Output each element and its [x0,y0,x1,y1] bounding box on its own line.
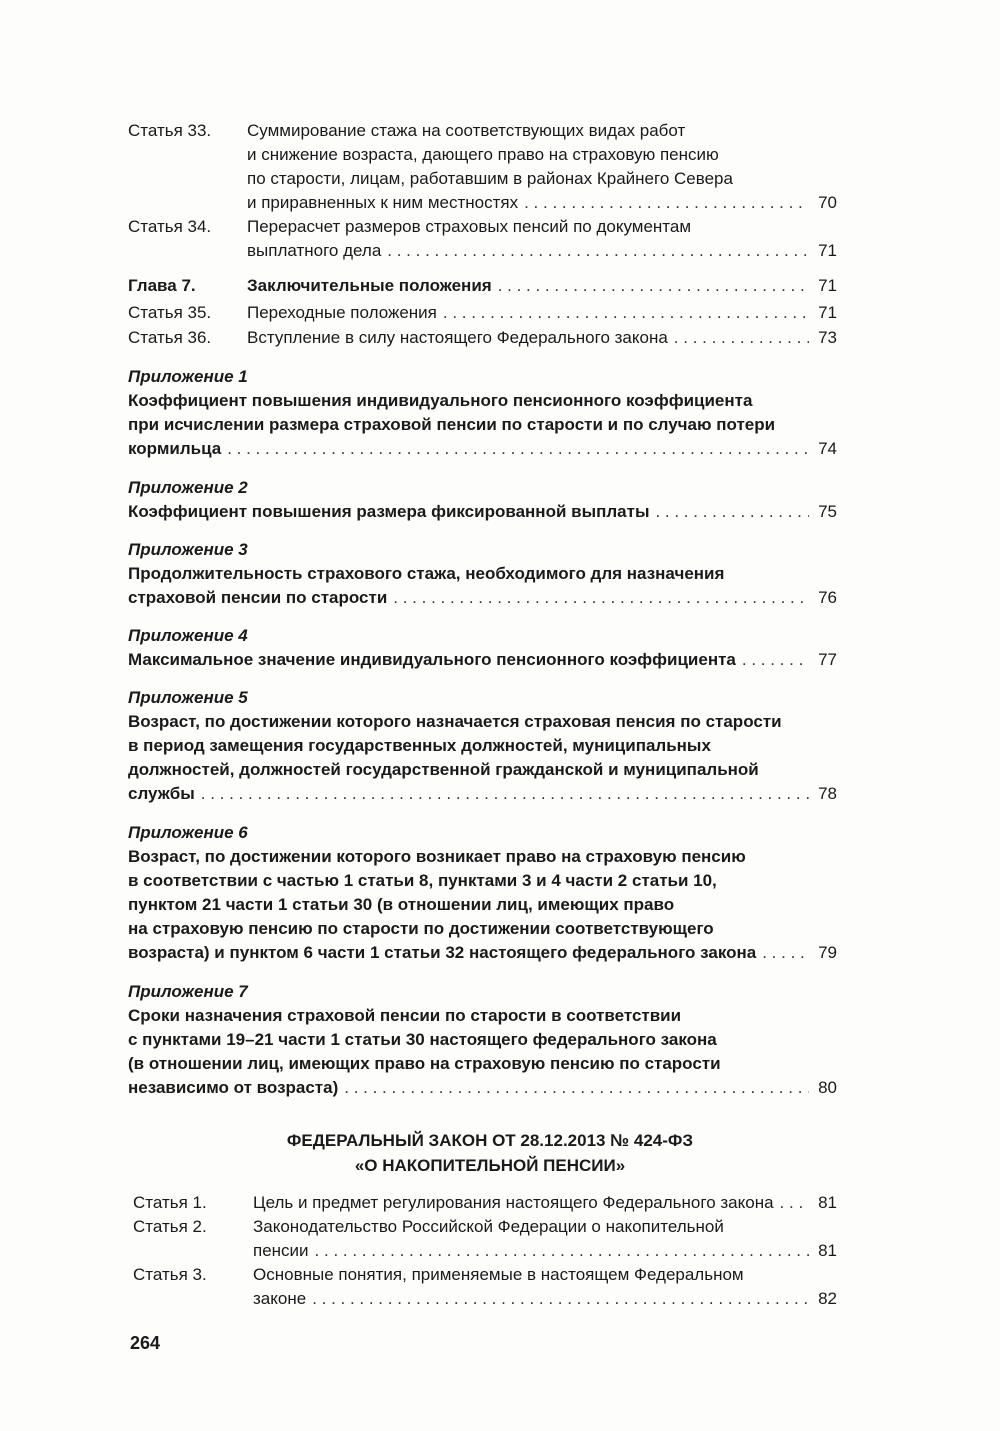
toc-entry-law2-art2[interactable] [253,1240,837,1262]
toc-entry-art34[interactable] [247,240,837,262]
toc-entry-appendix-4[interactable] [128,649,837,671]
toc-text-line: Суммирование стажа на соответствующих видах работ [247,121,686,140]
appendix-text-line: в период замещения государственных должностей, муниципальных [128,736,711,755]
toc-entry-appendix-5[interactable] [128,783,837,805]
toc-text-line: пенсии [253,1241,309,1260]
toc-text-line: и снижение возраста, дающего право на страховую пенсию [247,145,719,164]
toc-text-line: Перерасчет размеров страховых пенсий по документам [247,217,692,236]
appendix-text-line: Продолжительность страхового стажа, необходимого для назначения [128,564,725,583]
page-ref: 74 [818,439,837,458]
appendix-title: Приложение 6 [128,823,248,842]
appendix-title: Приложение 1 [128,367,248,386]
dot-leader [780,1192,809,1214]
toc-text-line: Основные понятия, применяемые в настоящем Федеральном [253,1265,744,1284]
appendix-title: Приложение 4 [128,626,248,645]
toc-entry-ch7[interactable] [247,275,837,297]
dot-leader [443,302,809,324]
page-ref: 75 [818,502,837,521]
toc-label-art33: Статья 33. [128,121,212,140]
page-ref: 71 [818,303,837,322]
appendix-title: Приложение 5 [128,688,248,707]
appendix-title: Приложение 2 [128,478,248,497]
toc-text-line: Цель и предмет регулирования настоящего Федерального закона [253,1193,774,1212]
dot-leader [655,501,809,523]
appendix-text-line: Максимальное значение индивидуального пенсионного коэффициента [128,650,736,669]
appendix-text-line: службы [128,784,195,803]
appendix-text-line: Возраст, по достижении которого назначается страховая пенсия по старости [128,712,782,731]
toc-text-line: Переходные положения [247,303,437,322]
appendix-text-line: независимо от возраста) [128,1078,339,1097]
dot-leader [201,783,809,805]
law-heading-title: ФЕДЕРАЛЬНЫЙ ЗАКОН ОТ 28.12.2013 № 424-ФЗ [286,1131,694,1150]
appendix-text-line: с пунктами 19–21 части 1 статьи 30 настоящего федерального закона [128,1030,717,1049]
dot-leader [498,275,809,297]
toc-entry-appendix-3[interactable] [128,587,837,609]
toc-text-line: законе [253,1289,307,1308]
toc-entry-art35[interactable] [247,302,837,324]
page-ref: 73 [818,328,837,347]
page-ref: 76 [818,588,837,607]
toc-text-line: выплатного дела [247,241,382,260]
appendix-text-line: должностей, должностей государственной гражданской и муниципальной [128,760,759,779]
appendix-text-line: возраста) и пунктом 6 части 1 статьи 32 настоящего федерального закона [128,943,757,962]
dot-leader [524,192,809,214]
appendix-title: Приложение 7 [128,982,248,1001]
page-ref: 81 [818,1241,837,1260]
law-heading-subtitle: «О НАКОПИТЕЛЬНОЙ ПЕНСИИ» [354,1156,626,1175]
toc-entry-appendix-1[interactable] [128,438,837,460]
page-ref: 81 [818,1193,837,1212]
dot-leader [312,1288,809,1310]
appendix-text-line: страховой пенсии по старости [128,588,388,607]
toc-entry-appendix-6[interactable] [128,942,837,964]
toc-entry-appendix-2[interactable] [128,501,837,523]
page-ref: 80 [818,1078,837,1097]
toc-text-line: и приравненных к ним местностях [247,193,519,212]
toc-label-art34: Статья 34. [128,217,212,236]
toc-label-law2-art3: Статья 3. [133,1265,207,1284]
page-ref: 79 [818,943,837,962]
page-ref: 71 [818,276,837,295]
page-ref: 71 [818,241,837,260]
toc-entry-appendix-7[interactable] [128,1077,837,1099]
appendix-text-line: в соответствии с частью 1 статьи 8, пунктами 3 и 4 части 2 статьи 10, [128,871,717,890]
appendix-text-line: Коэффициент повышения индивидуального пенсионного коэффициента [128,391,753,410]
appendix-text-line: Коэффициент повышения размера фиксированной выплаты [128,502,650,521]
toc-label-law2-art2: Статья 2. [133,1217,207,1236]
dot-leader [227,438,809,460]
page-ref: 70 [818,193,837,212]
appendix-text-line: на страховую пенсию по старости по достижении соответствующего [128,919,714,938]
toc-entry-law2-art1[interactable] [253,1192,837,1214]
dot-leader [344,1077,809,1099]
toc-label-law2-art1: Статья 1. [133,1193,207,1212]
page-number: 264 [130,1333,161,1353]
page-ref: 77 [818,650,837,669]
appendix-text-line: пунктом 21 части 1 статьи 30 (в отношении лиц, имеющих право [128,895,675,914]
toc-entry-art36[interactable] [247,327,837,349]
toc-label-ch7: Глава 7. [128,276,196,295]
page-ref: 78 [818,784,837,803]
appendix-text-line: при исчислении размера страховой пенсии по старости и по случаю потери [128,415,776,434]
toc-label-art35: Статья 35. [128,303,212,322]
appendix-title: Приложение 3 [128,540,248,559]
toc-text-line: по старости, лицам, работавшим в районах Крайнего Севера [247,169,733,188]
dot-leader [674,327,809,349]
toc-text-line: Вступление в силу настоящего Федерального закона [247,328,668,347]
dot-leader [762,942,809,964]
toc-label-art36: Статья 36. [128,328,212,347]
dot-leader [387,240,809,262]
dot-leader [393,587,809,609]
dot-leader [315,1240,809,1262]
appendix-text-line: Возраст, по достижении которого возникает право на страховую пенсию [128,847,746,866]
page-ref: 82 [818,1289,837,1308]
appendix-text-line: Сроки назначения страховой пенсии по старости в соответствии [128,1006,682,1025]
toc-entry-law2-art3[interactable] [253,1288,837,1310]
toc-text-line: Заключительные положения [247,276,492,295]
appendix-text-line: кормильца [128,439,222,458]
toc-entry-art33[interactable] [247,192,837,214]
toc-text-line: Законодательство Российской Федерации о накопительной [253,1217,724,1236]
appendix-text-line: (в отношении лиц, имеющих право на страховую пенсию по старости [128,1054,721,1073]
dot-leader [742,649,809,671]
